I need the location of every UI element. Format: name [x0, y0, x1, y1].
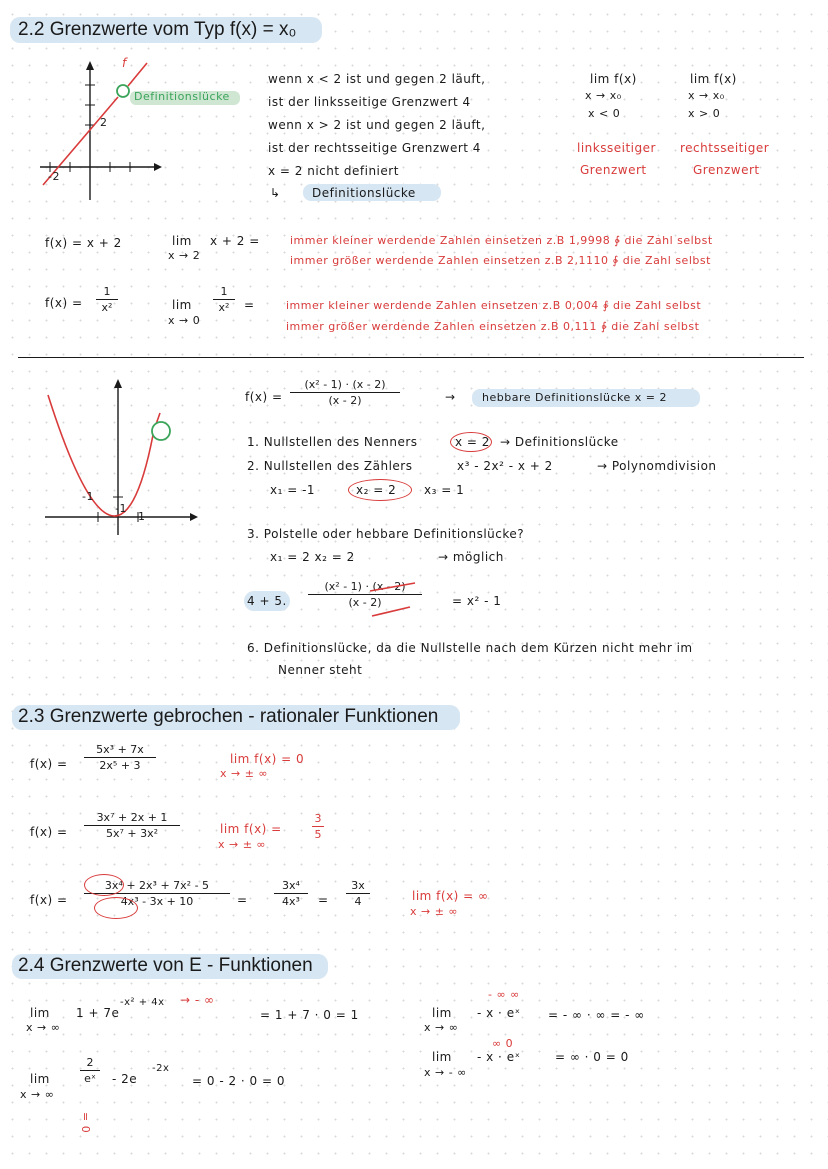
- hebbar-step6a: 6. Definitionslücke, da die Nullstelle nach dem Kürzen nicht mehr im: [247, 641, 693, 655]
- explanation-line-4: ist der rechtsseitige Grenzwert 4: [268, 141, 481, 155]
- r3-den: 4x³ - 3x + 10: [120, 895, 194, 908]
- e1-lim: lim: [30, 1006, 50, 1020]
- ex1-function: f(x) = x + 2: [45, 236, 122, 250]
- graph-parabola-with-gap: [40, 375, 200, 540]
- r3-end-den: 4: [354, 895, 362, 908]
- ex1-lim: lim: [172, 234, 192, 248]
- hebbar-step45: 4 + 5.: [247, 594, 287, 608]
- r2-fraction: [84, 811, 180, 840]
- e2-den: eˣ: [84, 1072, 96, 1085]
- r3-mid-den: 4x³: [282, 895, 300, 908]
- e3-expr: - x · eˣ: [477, 1006, 521, 1020]
- hebbar-x2: x₂ = 2: [356, 483, 397, 497]
- cancel-strike-marks: [370, 581, 430, 621]
- r2-bar: [84, 825, 180, 826]
- r3-end-num: 3x: [351, 879, 365, 892]
- hebbar-step1-res: → Definitionslücke: [500, 435, 619, 449]
- ex1-expr: x + 2 =: [210, 234, 260, 248]
- r2-num: 3x⁷ + 2x + 1: [96, 811, 168, 824]
- r2-den: 5x⁷ + 3x²: [105, 827, 159, 840]
- hebbar-step2-res: → Polynomdivision: [597, 459, 717, 473]
- e4-result: = ∞ · 0 = 0: [555, 1050, 629, 1064]
- ex2-den: x²: [101, 301, 113, 314]
- ex2-note-2: immer größer werdende Zahlen einsetzen z.B 0,111 ∲ die Zahl selbst: [286, 320, 700, 333]
- e3-top: - ∞ ∞: [488, 988, 520, 1001]
- e1-expr: 1 + 7e: [76, 1006, 120, 1020]
- hebbar-cancel-den: (x - 2): [348, 596, 382, 609]
- graph-f-label: f: [122, 56, 127, 70]
- right-limit-lim: lim f(x): [690, 72, 737, 86]
- hebbar-num: (x² - 1) · (x - 2): [304, 378, 386, 391]
- section-divider: [18, 357, 804, 358]
- hebbar-result: hebbare Definitionslücke x = 2: [482, 391, 668, 404]
- hebbar-x1: x₁ = -1: [270, 483, 316, 497]
- hebbar-x3: x₃ = 1: [424, 483, 465, 497]
- ex2-note-1: immer kleiner werdende Zahlen einsetzen z.B 0,004 ∲ die Zahl selbst: [286, 299, 702, 312]
- explanation-line-1: wenn x < 2 ist und gegen 2 läuft,: [268, 72, 486, 86]
- e2-minus: - 2e: [112, 1072, 138, 1086]
- r2-f: f(x) =: [30, 825, 68, 839]
- r3-lim: lim f(x) = ∞: [412, 889, 489, 903]
- left-limit-sub2: x < 0: [588, 107, 621, 120]
- e3-lim: lim: [432, 1006, 452, 1020]
- e2-lim: lim: [30, 1072, 50, 1086]
- graph-y-tick: 2: [100, 116, 108, 129]
- left-limit-sub1: x → x₀: [585, 89, 622, 102]
- r3-sub: x → ± ∞: [410, 905, 459, 918]
- ex2-fraction: [96, 285, 118, 314]
- hebbar-den: (x - 2): [328, 394, 362, 407]
- r2-lim: lim f(x) =: [220, 822, 282, 836]
- e4-top: ∞ 0: [492, 1037, 514, 1050]
- e4-lim: lim: [432, 1050, 452, 1064]
- ex2-lim-num: 1: [220, 285, 228, 298]
- r3-num: 3x⁴ + 2x³ + 7x² - 5: [104, 879, 210, 892]
- e3-sub: x → ∞: [424, 1021, 459, 1034]
- ex2-f-prefix: f(x) =: [45, 296, 83, 310]
- e2-result: = 0 - 2 · 0 = 0: [192, 1074, 285, 1088]
- ex1-note-1: immer kleiner werdende Zahlen einsetzen z.B 1,9998 ∲ die Zahl selbst: [290, 234, 713, 247]
- right-limit-sub1: x → x₀: [688, 89, 725, 102]
- explanation-line-3: wenn x > 2 ist und gegen 2 läuft,: [268, 118, 486, 132]
- r1-sub: x → ± ∞: [220, 767, 269, 780]
- hebbar-cancel-result: = x² - 1: [452, 594, 502, 608]
- r3-f: f(x) =: [30, 893, 68, 907]
- r2-result-den: 5: [314, 828, 322, 841]
- right-limit-sub2: x > 0: [688, 107, 721, 120]
- r2-result-num: 3: [314, 812, 322, 825]
- right-limit-label2: Grenzwert: [693, 163, 760, 177]
- e1-sub: x → ∞: [26, 1021, 61, 1034]
- r3-den-ring: [94, 897, 138, 919]
- ex2-sub: x → 0: [168, 314, 201, 327]
- r2-result-fraction: [312, 812, 324, 841]
- r3-eq: =: [237, 893, 248, 907]
- hebbar-step3-vals: x₁ = 2 x₂ = 2: [270, 550, 355, 564]
- e2-sub: x → ∞: [20, 1088, 55, 1101]
- graph2-y-tick: -1: [115, 502, 127, 515]
- e2-fraction: [80, 1056, 100, 1085]
- left-limit-lim: lim f(x): [590, 72, 637, 86]
- r1-den: 2x⁵ + 3: [99, 759, 141, 772]
- r2-sub: x → ± ∞: [218, 838, 267, 851]
- r3-mid-num: 3x⁴: [282, 879, 300, 892]
- ex2-lim-fraction: [213, 285, 235, 314]
- e1-exp: -x² + 4x: [120, 997, 165, 1008]
- ex2-bar: [96, 299, 118, 300]
- graph2-x-tick-left: -1: [82, 490, 94, 503]
- e4-expr: - x · eˣ: [477, 1050, 521, 1064]
- r1-fraction: [84, 743, 156, 772]
- r3-end-fraction: [346, 879, 370, 908]
- hebbar-step2-poly: x³ - 2x² - x + 2: [457, 459, 553, 473]
- ex1-note-2: immer größer werdende Zahlen einsetzen z.B 2,1110 ∲ die Zahl selbst: [290, 254, 711, 267]
- r2-result-bar: [312, 826, 324, 827]
- e1-result: = 1 + 7 · 0 = 1: [260, 1008, 359, 1022]
- section-2-2-title: 2.2 Grenzwerte vom Typ f(x) = x₀: [18, 19, 297, 40]
- ex2-eq: =: [244, 298, 255, 312]
- hebbar-arrow: →: [445, 390, 456, 404]
- e2-num: 2: [86, 1056, 94, 1069]
- ex2-lim: lim: [172, 298, 192, 312]
- ex2-lim-den: x²: [218, 301, 230, 314]
- hebbar-bar: [290, 392, 400, 393]
- section-2-3-title: 2.3 Grenzwerte gebrochen - rationaler Funktionen: [18, 706, 439, 727]
- hebbar-f-prefix: f(x) =: [245, 390, 283, 404]
- explanation-line-2: ist der linksseitige Grenzwert 4: [268, 95, 471, 109]
- e2-under: = 0: [79, 1112, 92, 1134]
- e2-exp: -2x: [152, 1063, 170, 1074]
- hebbar-step3: 3. Polstelle oder hebbare Definitionslücke?: [247, 527, 525, 541]
- e2-bar: [80, 1070, 100, 1071]
- e4-sub: x → - ∞: [424, 1066, 467, 1079]
- hebbar-step6b: Nenner steht: [278, 663, 363, 677]
- r3-num-ring: [84, 874, 124, 896]
- right-limit-label1: rechtsseitiger: [680, 141, 770, 155]
- left-limit-label2: Grenzwert: [580, 163, 647, 177]
- hebbar-step2: 2. Nullstellen des Zählers: [247, 459, 413, 473]
- hebbar-step3-res: → möglich: [438, 550, 504, 564]
- r3-mid-fraction: [274, 879, 308, 908]
- hebbar-cancel-num: (x² - 1) · (x - 2): [324, 580, 406, 593]
- hebbar-step1: 1. Nullstellen des Nenners: [247, 435, 418, 449]
- hebbar-step1-val: x = 2: [455, 435, 490, 449]
- r1-num: 5x³ + 7x: [96, 743, 144, 756]
- explanation-arrow-icon: ↳: [270, 186, 281, 200]
- r3-end-bar: [346, 893, 370, 894]
- r3-mid-bar: [274, 893, 308, 894]
- graph2-x-tick-right: 1: [138, 510, 146, 523]
- graph-gap-label: Definitionslücke: [134, 90, 230, 103]
- e3-result: = - ∞ · ∞ = - ∞: [548, 1008, 645, 1022]
- ex2-num: 1: [103, 285, 111, 298]
- explanation-line-6: Definitionslücke: [312, 186, 416, 200]
- left-limit-label1: linksseitiger: [577, 141, 656, 155]
- graph-x-tick: -2: [48, 170, 60, 183]
- r3-eq2: =: [318, 893, 329, 907]
- r1-bar: [84, 757, 156, 758]
- section-2-4-title: 2.4 Grenzwerte von E - Funktionen: [18, 955, 313, 976]
- hebbar-fraction: [290, 378, 400, 407]
- r1-f: f(x) =: [30, 757, 68, 771]
- r1-lim: lim f(x) = 0: [230, 752, 305, 766]
- ex2-lim-bar: [213, 299, 235, 300]
- explanation-line-5: x = 2 nicht definiert: [268, 164, 399, 178]
- ex1-sub: x → 2: [168, 249, 201, 262]
- e1-arrow: → - ∞: [180, 993, 215, 1007]
